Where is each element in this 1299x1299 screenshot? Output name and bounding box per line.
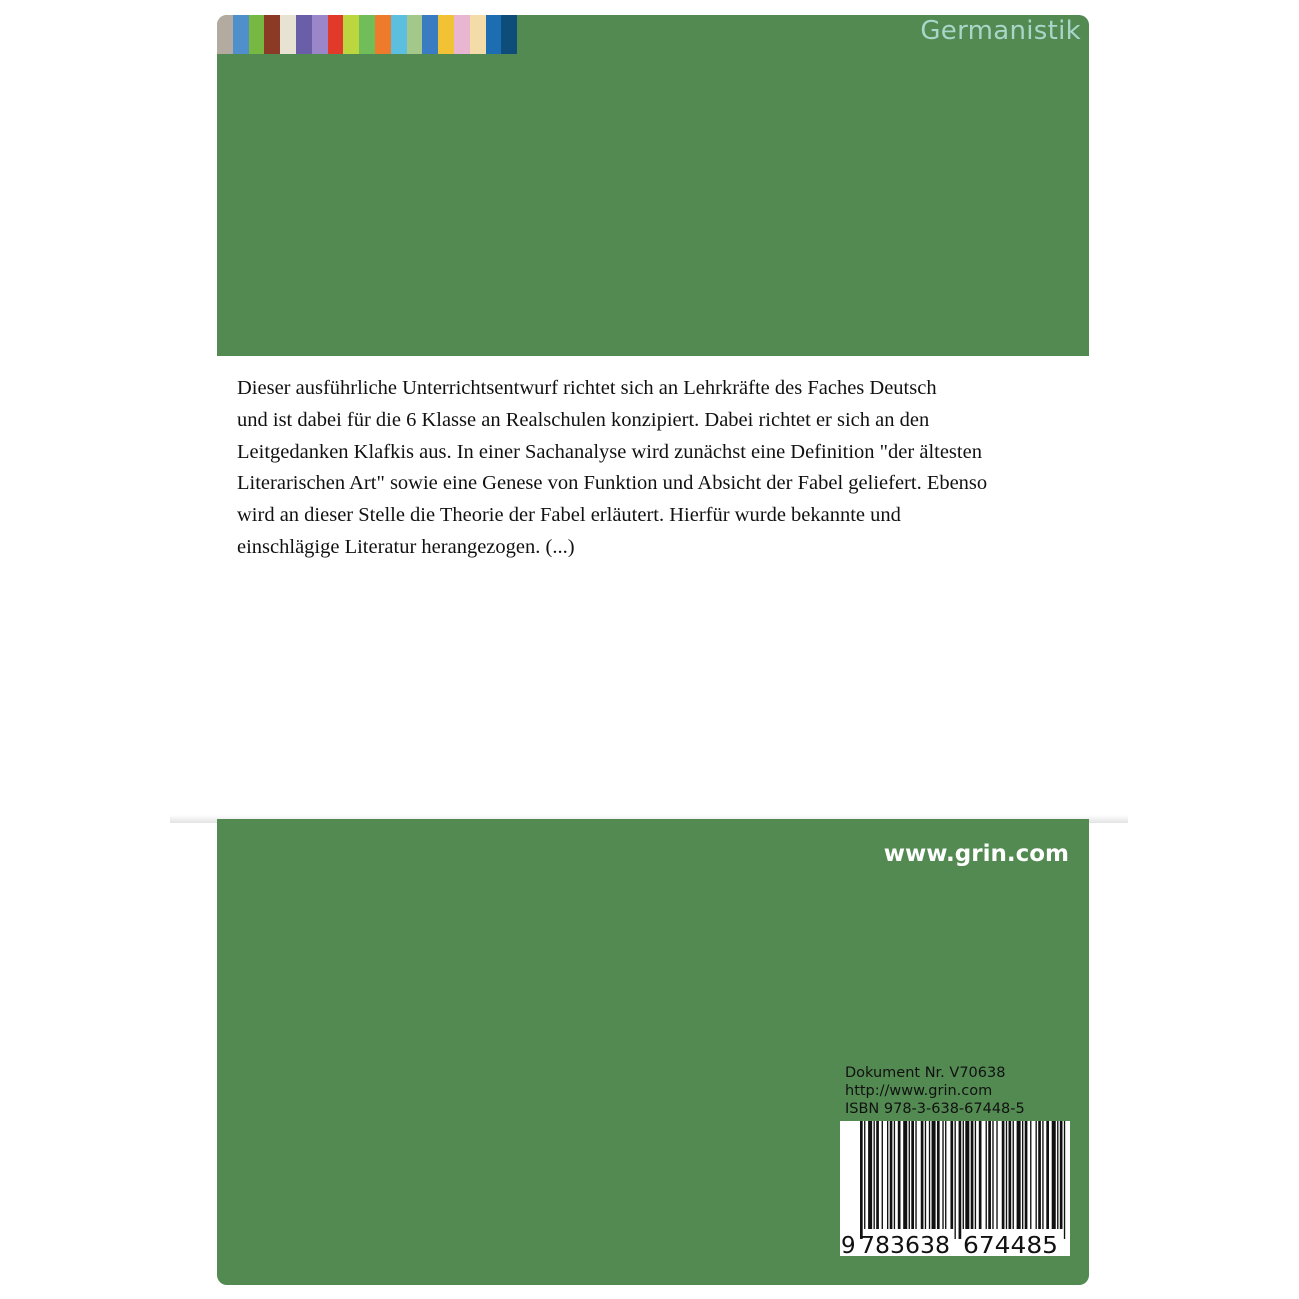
barcode-bar [868, 1121, 872, 1229]
barcode-bar [937, 1121, 940, 1229]
barcode-bar [1017, 1121, 1021, 1229]
color-swatch [470, 15, 486, 54]
barcode-bar [1022, 1121, 1023, 1229]
cover-bottom-panel [217, 819, 1089, 1285]
barcode-bar [1036, 1121, 1037, 1229]
barcode-bar [975, 1121, 976, 1229]
cover-top-panel [217, 15, 1089, 356]
barcode-bar [1013, 1121, 1014, 1229]
color-swatch [328, 15, 344, 54]
description-line: Literarischen Art" sowie eine Genese von Funktion und Absicht der Fabel geliefert. Ebenso [237, 472, 988, 495]
book-description [237, 373, 1047, 564]
barcode-bar [1046, 1121, 1049, 1229]
barcode-bar [986, 1121, 987, 1229]
color-swatch [375, 15, 391, 54]
color-swatch [438, 15, 454, 54]
barcode-bar [996, 1121, 997, 1229]
barcode-bar [1057, 1121, 1058, 1229]
barcode-bar [882, 1121, 883, 1229]
barcode-digit-first: 9 [841, 1233, 856, 1256]
description-line: Leitgedanken Klafkis aus. In einer Sachanalyse wird zunächst eine Definition "der ältesten [237, 440, 982, 463]
barcode-bar [942, 1121, 943, 1229]
color-swatch [249, 15, 265, 54]
barcode-digits-right: 674485 [963, 1233, 1058, 1256]
barcode-bar [876, 1121, 879, 1229]
isbn-barcode [840, 1121, 1070, 1256]
barcode-bar [979, 1121, 982, 1229]
barcode-bar [1042, 1121, 1043, 1229]
barcode-bar [992, 1121, 993, 1229]
color-swatch [264, 15, 280, 54]
barcode-bar [955, 1121, 956, 1239]
document-number: Dokument Nr. V70638 [845, 1065, 1006, 1081]
description-line: wird an dieser Stelle die Theorie der Fabel erläutert. Hierfür wurde bekannte und [237, 504, 901, 527]
barcode-bar [1038, 1121, 1041, 1229]
barcode-bar [915, 1121, 916, 1229]
isbn: ISBN 978-3-638-67448-5 [845, 1101, 1025, 1117]
barcode-bar [950, 1121, 953, 1229]
color-swatch [343, 15, 359, 54]
barcode-bar [864, 1121, 865, 1229]
barcode-bar [921, 1121, 924, 1229]
color-swatch [501, 15, 517, 54]
barcode-bar [1052, 1121, 1056, 1229]
barcode-bar [898, 1121, 901, 1229]
barcode-bar [988, 1121, 991, 1229]
color-swatch [280, 15, 296, 54]
color-swatch [454, 15, 470, 54]
barcode-bar [1060, 1121, 1063, 1229]
description-line: einschlägige Literatur herangezogen. (...) [237, 535, 575, 558]
barcode-bar [1009, 1121, 1012, 1229]
barcode-bar [963, 1121, 964, 1229]
barcode-bar [932, 1121, 936, 1229]
barcode-bar [1025, 1121, 1028, 1229]
color-swatch [296, 15, 312, 54]
barcode-digits-left: 783638 [860, 1233, 950, 1256]
barcode-bar [971, 1121, 974, 1229]
color-swatch [217, 15, 233, 54]
barcode-bar [874, 1121, 875, 1229]
barcode-bar [903, 1121, 907, 1229]
barcode-bar [887, 1121, 888, 1229]
publisher-url: http://www.grin.com [845, 1083, 993, 1099]
barcode-bar [925, 1121, 926, 1229]
publisher-website: www.grin.com [883, 841, 1069, 867]
color-swatch [359, 15, 375, 54]
description-line: Dieser ausführliche Unterrichtsentwurf richtet sich an Lehrkräfte des Faches Deutsch [237, 377, 937, 399]
barcode-bar [945, 1121, 946, 1229]
barcode-bar [911, 1121, 914, 1229]
barcode-bar [1002, 1121, 1005, 1229]
color-swatch [407, 15, 423, 54]
color-swatch [391, 15, 407, 54]
barcode-bar [909, 1121, 910, 1229]
barcode-bar [1030, 1121, 1031, 1229]
category-label: Germanistik [920, 16, 1081, 46]
barcode-bar [890, 1121, 893, 1229]
color-swatch [486, 15, 502, 54]
color-swatch [422, 15, 438, 54]
barcode-bar [1064, 1121, 1065, 1239]
description-line: und ist dabei für die 6 Klasse an Realschulen konzipiert. Dabei richtet er sich an den [237, 408, 930, 431]
color-swatch [233, 15, 249, 54]
barcode-bar [1006, 1121, 1007, 1229]
barcode-bar [965, 1121, 969, 1229]
document-info [845, 1064, 1025, 1118]
color-strip [217, 15, 517, 54]
barcode-bar [894, 1121, 895, 1229]
color-swatch [312, 15, 328, 54]
barcode-bar [959, 1121, 962, 1239]
barcode-bar [860, 1121, 863, 1239]
barcode-bar [929, 1121, 930, 1229]
